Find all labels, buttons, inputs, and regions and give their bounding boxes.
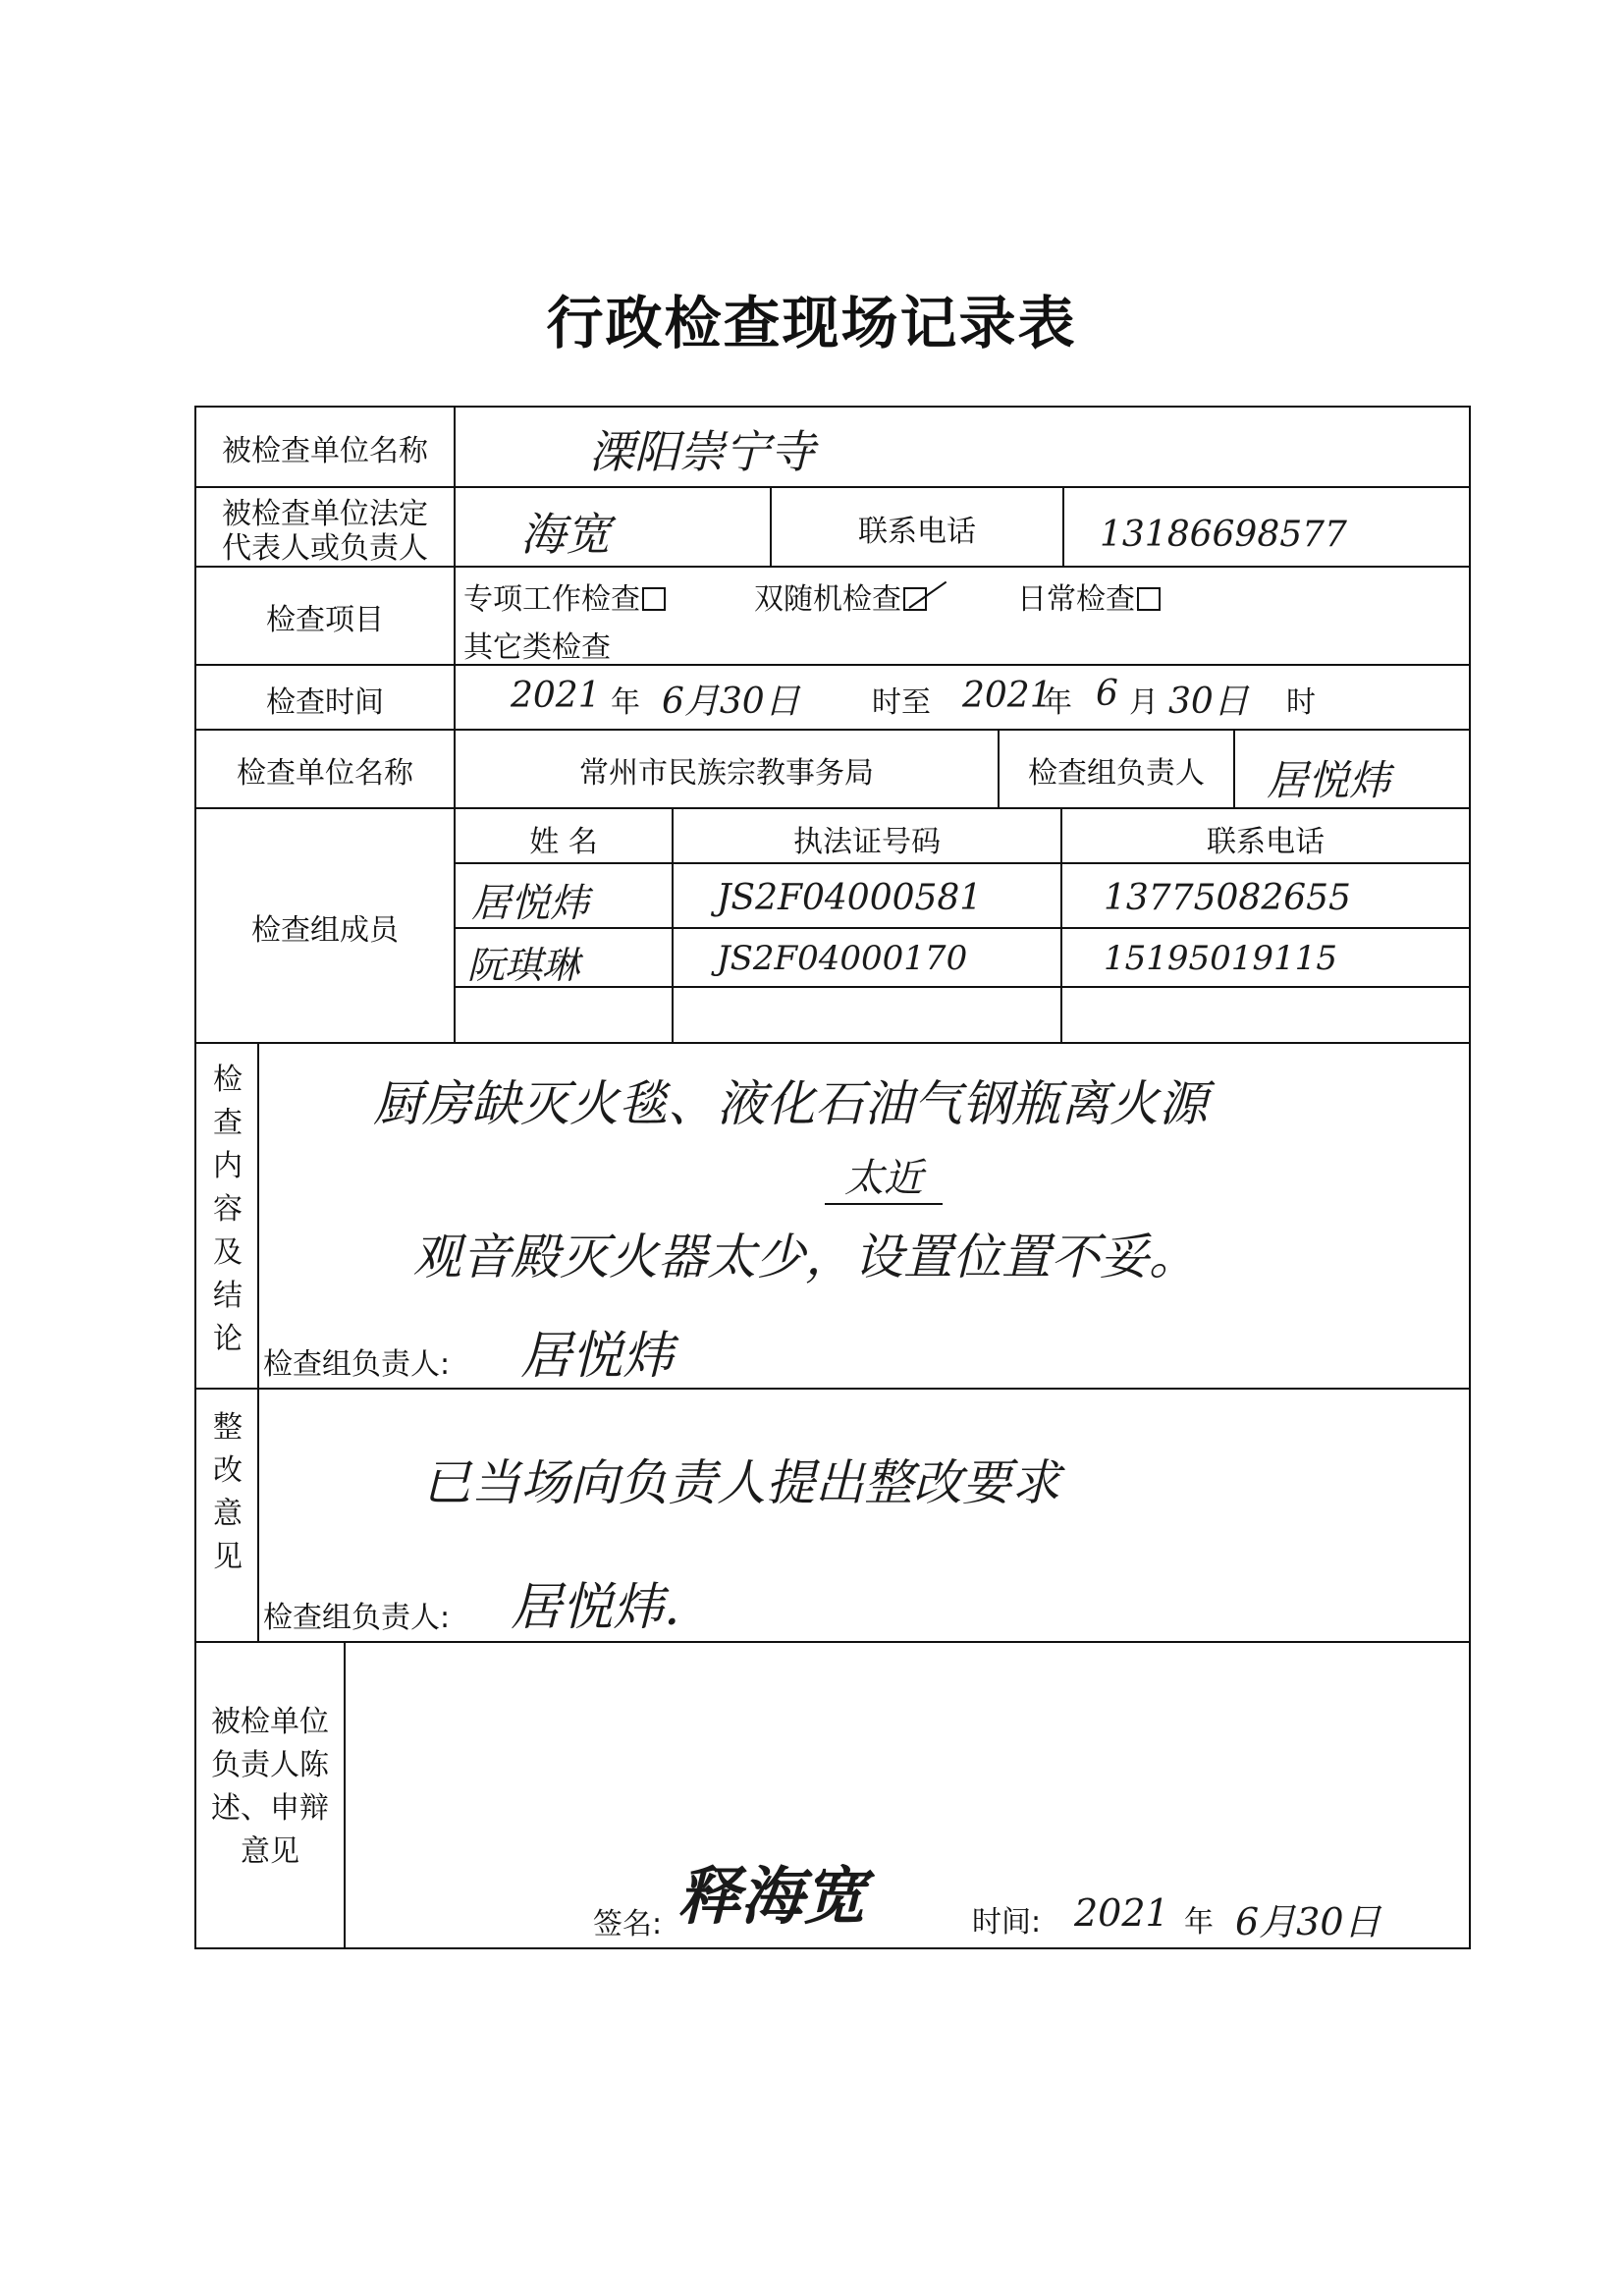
statement-label-line2: 负责人陈 xyxy=(211,1748,329,1782)
row-divider xyxy=(194,486,1471,488)
time-mid: 时至 xyxy=(872,685,931,720)
inspection-item-label: 检查项目 xyxy=(266,603,384,637)
member-name: 居悦炜 xyxy=(471,881,589,926)
col-divider xyxy=(454,406,456,1044)
row-divider xyxy=(194,1042,1471,1044)
vertical-label-char: 及 xyxy=(213,1235,243,1270)
table-border-top xyxy=(194,406,1471,408)
row-divider xyxy=(194,1641,1471,1643)
sign-year: 2021 xyxy=(1074,1891,1169,1935)
item-other xyxy=(463,623,1080,666)
content-signer-value: 居悦炜 xyxy=(520,1327,675,1386)
vertical-label-char: 论 xyxy=(213,1322,243,1356)
content-signer-label: 检查组负责人: xyxy=(263,1347,451,1382)
statement-label-line3: 述、申辩 xyxy=(211,1791,329,1826)
col-divider xyxy=(1233,729,1235,809)
col-divider xyxy=(257,1042,259,1643)
legal-rep-label-line2: 代表人或负责人 xyxy=(222,531,428,566)
vertical-label-char: 整 xyxy=(213,1410,243,1445)
legal-rep-value: 海宽 xyxy=(520,508,611,561)
col-divider xyxy=(1062,486,1064,567)
time-year-unit: 年 xyxy=(611,685,640,720)
double-random-checkbox-checked[interactable] xyxy=(903,587,927,611)
item-special xyxy=(463,574,666,618)
inspecting-unit-value: 常州市民族宗教事务局 xyxy=(579,756,874,791)
inspected-unit-value: 溧阳崇宁寺 xyxy=(589,425,815,478)
member-cert: JS2F04000581 xyxy=(717,878,983,918)
inspected-unit-label: 被检查单位名称 xyxy=(222,434,428,468)
team-members-label: 检查组成员 xyxy=(251,913,399,948)
time-month-unit: 月 xyxy=(1129,685,1159,720)
inspection-time-label: 检查时间 xyxy=(266,685,384,720)
content-line-3: 观音殿灭火器太少，设置位置不妥。 xyxy=(412,1229,1198,1285)
page-title: 行政检查现场记录表 xyxy=(546,290,1077,356)
team-leader-label: 检查组负责人 xyxy=(1028,756,1205,791)
rectify-label xyxy=(208,1406,247,1579)
time-end-month: 6 xyxy=(1096,674,1118,714)
vertical-label-char: 意 xyxy=(213,1497,243,1531)
member-phone: 13775082655 xyxy=(1104,878,1351,918)
time-end-day: 30日 xyxy=(1168,682,1249,722)
col-phone-header: 联系电话 xyxy=(1207,825,1325,859)
time-start-date: 6月30日 xyxy=(662,682,800,722)
row-divider xyxy=(194,729,1471,731)
inspecting-unit-label: 检查单位名称 xyxy=(237,756,413,791)
legal-rep-label-line1: 被检查单位法定 xyxy=(222,497,428,531)
vertical-label-char: 容 xyxy=(213,1192,243,1227)
row-divider xyxy=(194,807,1471,809)
item-routine xyxy=(1017,574,1161,618)
sign-date: 6月30日 xyxy=(1235,1900,1381,1943)
statement-label-line1: 被检单位 xyxy=(211,1705,329,1739)
vertical-label-char: 见 xyxy=(213,1540,243,1574)
sign-year-unit: 年 xyxy=(1184,1905,1214,1940)
other-blank-line xyxy=(611,636,1080,666)
team-leader-value: 居悦炜 xyxy=(1267,756,1391,804)
sign-time-label: 时间: xyxy=(972,1905,1042,1940)
vertical-label-char: 检 xyxy=(213,1063,243,1097)
content-line-2: 太近 xyxy=(825,1147,943,1205)
time-start-year: 2021 xyxy=(511,676,601,716)
row-divider xyxy=(194,1388,1471,1390)
member-row-divider xyxy=(454,986,1471,988)
col-cert-header: 执法证号码 xyxy=(793,825,941,859)
item-double-random xyxy=(754,574,927,618)
member-cert: JS2F04000170 xyxy=(717,939,968,978)
col-divider xyxy=(344,1641,346,1949)
vertical-label-char: 查 xyxy=(213,1106,243,1140)
item-routine-label: 日常检查 xyxy=(1017,582,1135,617)
contact-phone-value: 13186698577 xyxy=(1100,515,1347,555)
rectify-text: 已当场向负责人提出整改要求 xyxy=(422,1454,1060,1511)
item-other-label: 其它类检查 xyxy=(463,630,611,665)
contact-phone-label: 联系电话 xyxy=(858,515,976,549)
time-end-unit: 时 xyxy=(1286,685,1316,720)
statement-label-line4: 意见 xyxy=(241,1834,299,1869)
item-double-random-label: 双随机检查 xyxy=(754,582,901,617)
vertical-label-char: 改 xyxy=(213,1453,243,1488)
table-border-right xyxy=(1469,406,1471,1949)
vertical-label-char: 结 xyxy=(213,1279,243,1313)
time-end-year-unit: 年 xyxy=(1043,685,1072,720)
member-phone: 15195019115 xyxy=(1104,939,1337,978)
special-checkbox[interactable] xyxy=(642,587,666,611)
member-name: 阮琪琳 xyxy=(467,944,580,987)
rectify-signer-label: 检查组负责人: xyxy=(263,1601,451,1635)
item-special-label: 专项工作检查 xyxy=(463,582,640,617)
member-row-divider xyxy=(454,927,1471,929)
signature: 释海宽 xyxy=(677,1860,866,1934)
content-line-1: 厨房缺灭火毯、液化石油气钢瓶离火源 xyxy=(373,1075,1208,1132)
col-name-header: 姓 名 xyxy=(529,825,598,859)
vertical-label-char: 内 xyxy=(213,1149,243,1183)
routine-checkbox[interactable] xyxy=(1137,587,1161,611)
member-header-divider xyxy=(454,862,1471,864)
content-label xyxy=(208,1059,247,1361)
sign-label: 签名: xyxy=(593,1907,663,1941)
rectify-signer-value: 居悦炜. xyxy=(511,1578,680,1637)
table-border-bottom xyxy=(194,1947,1471,1949)
time-end-year: 2021 xyxy=(962,676,1053,716)
